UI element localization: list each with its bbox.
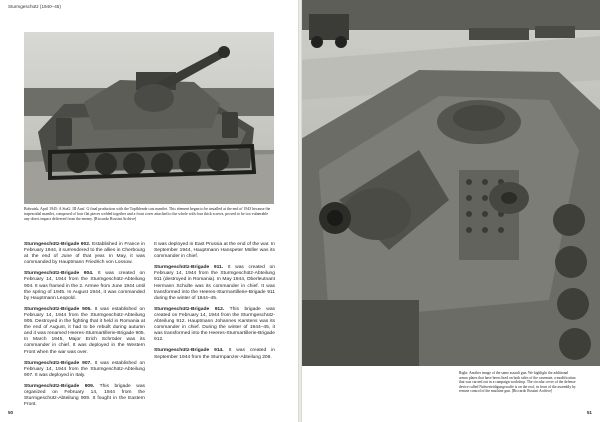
page-number-right: 51 (586, 410, 592, 415)
paragraph (24, 307, 145, 356)
page-number-left: 50 (8, 410, 14, 415)
paragraph-text: It was established on February 14, 1944 from the Sturmgeschütz-Abteilung 907. It was deployed in Italy. (24, 360, 145, 378)
paragraph-text: It was deployed in East Prussia at the end of the war. In September 1944, Hauptmann Hanspeter Müller was its commander in chief. (154, 242, 275, 260)
paragraph-text: This brigade was organized on February 14, 1944 from the Sturmgeschütz-Abteilung 909. It fought in the Eastern Front. (24, 383, 145, 408)
paragraph (154, 307, 275, 344)
text-column-2 (154, 242, 275, 366)
paragraph-heading: Sturmgeschütz-Brigade 914. (154, 348, 224, 354)
paragraph (154, 348, 275, 360)
running-head: Sturmgeschütz (1940–45) (8, 4, 61, 9)
paragraph (24, 361, 145, 379)
paragraph-text: It was created on February 14, 1944 from the Sturmgeschütz-Abteilung 904. It was framed in the 2. Armee from June 1944 until the spring of 1945. In August 1944, it was commanded by Hauptmann Leopold. (24, 271, 145, 301)
paragraph-heading: Sturmgeschütz-Brigade 909. (24, 383, 95, 389)
paragraph-heading: Sturmgeschütz-Brigade 912. (154, 306, 225, 312)
paragraph-text: It was created in September 1944 from the Sturmpanzer-Abteilung 208. (154, 348, 275, 360)
tank-photo-right (299, 0, 600, 366)
book-gutter (298, 0, 302, 422)
paragraph (24, 384, 145, 408)
paragraph-heading: Sturmgeschütz-Brigade 905. (24, 306, 92, 312)
paragraph-heading: Sturmgeschütz-Brigade 911. (154, 265, 224, 271)
text-column-1 (24, 242, 145, 413)
stug-photo-illustration (24, 32, 274, 204)
stug-closeup-illustration (299, 0, 600, 366)
paragraph (24, 242, 145, 266)
paragraph-heading: Sturmgeschütz-Brigade 904. (24, 271, 94, 277)
photo-caption-left: Bobruisk, April 1945: A StuG. III Ausf. G final production with the Topfblende cast mantlet. This element began to be installed at the end of 1943 because the trapezoidal mantlet, composed of four flat pieces welded together and a front cover attached to the whole with four thick screws, proved to be too vulnerable any direct impact delivered from the enemy. [Riccardo Rossini Archive] (24, 207, 271, 221)
tank-photo-left (24, 32, 274, 204)
paragraph-text: This brigade was created on February 14, 1944 from the Sturmgeschütz-Abteilung 912. Hauptmann Johannes Karstens was its commander in chief. During the winter of 1944–45, it was transformed into the Heeres-Sturmartillerie-Brigade 912. (154, 306, 275, 343)
left-page (0, 0, 299, 422)
photo-caption-right: Right: Another image of the same assault gun. We highlight the additional armor plates that have been fixed on both sides of the casemate, a modification that was carried out in a campaign workshop. The circular cover of the defense device called Nahverteidigungswaffe is on the roof, in front of the assembly by remote control of the machine gun. [Riccardo Rossini Archive] (459, 371, 576, 394)
paragraph-text: Established in France in February 1944, it surrendered to the allies in Cherbourg at the end of June of that year. In May, it was commanded by Hauptmann Friedrich von Lossow. (24, 242, 145, 266)
paragraph (24, 271, 145, 301)
paragraph-heading: Sturmgeschütz-Brigade 907. (24, 360, 92, 366)
paragraph (154, 242, 275, 260)
paragraph-text: It was created on February 14, 1944 from the Sturmgeschütz-Abteilung 911 (destroyed in Romania). In May 1944, Oberleutnant Hermann Schulte was its commander in chief. It was transformed into the Heeres-Sturmartillerie-Brigade 911 during the winter of 1944–45. (154, 265, 275, 301)
paragraph-text: It was established on February 14, 1944 from the Sturmgeschütz-Abteilung 905. Destroyed in the fighting that it held in Romania at the end of August, it had to be rebuilt during autumn and it was renamed Heeres-Sturmartillerie-Brigade 905. In March 1945, Major Erich Schröder was its commander in chief. It was deployed in the Western Front when the war was over. (24, 306, 145, 355)
paragraph (154, 265, 275, 302)
paragraph-heading: Sturmgeschütz-Brigade 902. (24, 242, 91, 247)
right-page (299, 0, 600, 422)
